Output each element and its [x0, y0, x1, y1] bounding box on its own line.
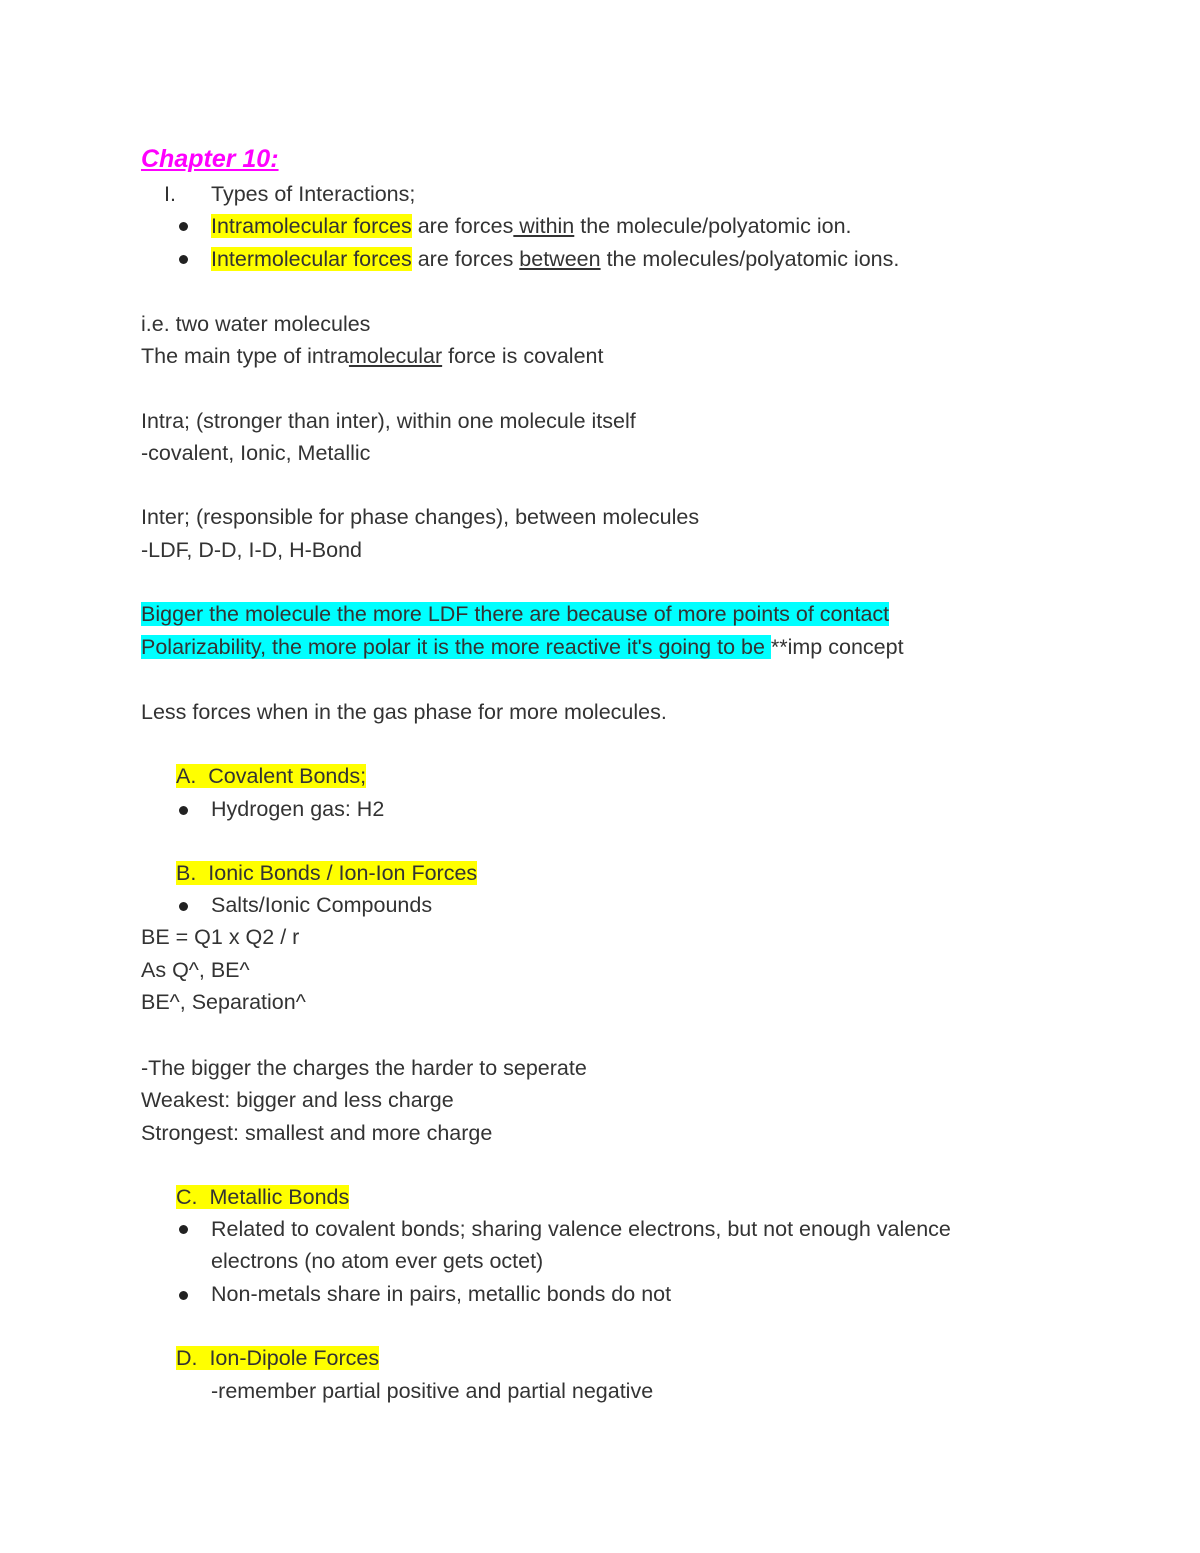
note-intra: Intra; (stronger than inter), within one molecule itself	[141, 409, 636, 433]
section-d-heading	[176, 1343, 379, 1373]
bullet-intermolecular	[211, 244, 899, 274]
highlight-section-a	[176, 764, 366, 788]
text-span: The main type of intra	[141, 344, 349, 368]
note-inter: Inter; (responsible for phase changes), between molecules	[141, 505, 700, 529]
highlight-intramolecular: Intramolecular forces	[211, 214, 412, 238]
section-b-line: BE^, Separation^	[141, 990, 306, 1014]
text-span: are forces	[411, 214, 514, 238]
text-span: the molecule/polyatomic ion.	[574, 214, 852, 238]
section-a-title: Covalent Bonds;	[208, 764, 367, 788]
section-b-marker: B.	[176, 861, 197, 885]
section-b-line: As Q^, BE^	[141, 958, 250, 982]
note-ldf	[141, 599, 889, 629]
section-c-heading	[176, 1182, 349, 1212]
note-intra-types: -covalent, Ionic, Metallic	[141, 441, 371, 465]
section-d-title: Ion-Dipole Forces	[209, 1346, 380, 1370]
highlight-section-b	[176, 861, 477, 885]
section-c-bullet: Related to covalent bonds; sharing valence electrons, but not enough valence	[211, 1217, 951, 1241]
section-heading-types: Types of Interactions;	[211, 182, 416, 206]
underlined-between: between	[519, 247, 601, 271]
roman-numeral-marker: I.	[164, 182, 176, 206]
note-inter-types: -LDF, D-D, I-D, H-Bond	[141, 538, 363, 562]
note-example: i.e. two water molecules	[141, 312, 371, 336]
section-a-bullet: Hydrogen gas: H2	[211, 797, 385, 821]
highlight-intermolecular: Intermolecular forces	[211, 247, 412, 271]
bullet-icon	[179, 902, 188, 911]
highlight-section-d	[176, 1346, 379, 1370]
section-b-heading	[176, 858, 477, 888]
section-b-line: Strongest: smallest and more charge	[141, 1121, 493, 1145]
section-c-bullet-continued: electrons (no atom ever gets octet)	[211, 1249, 544, 1273]
highlight-polarizability: Polarizability, the more polar it is the more reactive it's going to be	[141, 635, 771, 659]
section-c-bullet: Non-metals share in pairs, metallic bonds do not	[211, 1282, 672, 1306]
underlined-molecular: molecular	[348, 344, 443, 368]
section-b-line: Weakest: bigger and less charge	[141, 1088, 454, 1112]
section-a-heading	[176, 761, 366, 791]
text-span: force is covalent	[442, 344, 604, 368]
highlight-ldf: Bigger the molecule the more LDF there are because of more points of contact	[141, 602, 890, 626]
bullet-icon	[179, 255, 188, 264]
note-polarizability	[141, 632, 904, 662]
section-b-line: BE = Q1 x Q2 / r	[141, 925, 300, 949]
text-span: **imp concept	[770, 635, 904, 659]
section-d-marker: D.	[176, 1346, 198, 1370]
section-b-title: Ionic Bonds / Ion-Ion Forces	[208, 861, 478, 885]
section-b-line: -The bigger the charges the harder to seperate	[141, 1056, 587, 1080]
bullet-icon	[179, 1291, 188, 1300]
section-b-bullet: Salts/Ionic Compounds	[211, 893, 433, 917]
text-span: are forces	[411, 247, 520, 271]
bullet-icon	[179, 1225, 188, 1234]
underlined-within: within	[513, 214, 575, 238]
highlight-section-c	[176, 1185, 349, 1209]
text-span: the molecules/polyatomic ions.	[600, 247, 900, 271]
section-c-marker: C.	[176, 1185, 198, 1209]
bullet-icon	[179, 222, 188, 231]
note-gas: Less forces when in the gas phase for more molecules.	[141, 700, 667, 724]
bullet-icon	[179, 806, 188, 815]
bullet-intramolecular	[211, 211, 852, 241]
section-a-marker: A.	[176, 764, 197, 788]
chapter-title: Chapter 10:	[141, 145, 279, 173]
section-c-title: Metallic Bonds	[209, 1185, 350, 1209]
note-main-type	[141, 341, 603, 371]
section-d-note: -remember partial positive and partial negative	[211, 1379, 654, 1403]
